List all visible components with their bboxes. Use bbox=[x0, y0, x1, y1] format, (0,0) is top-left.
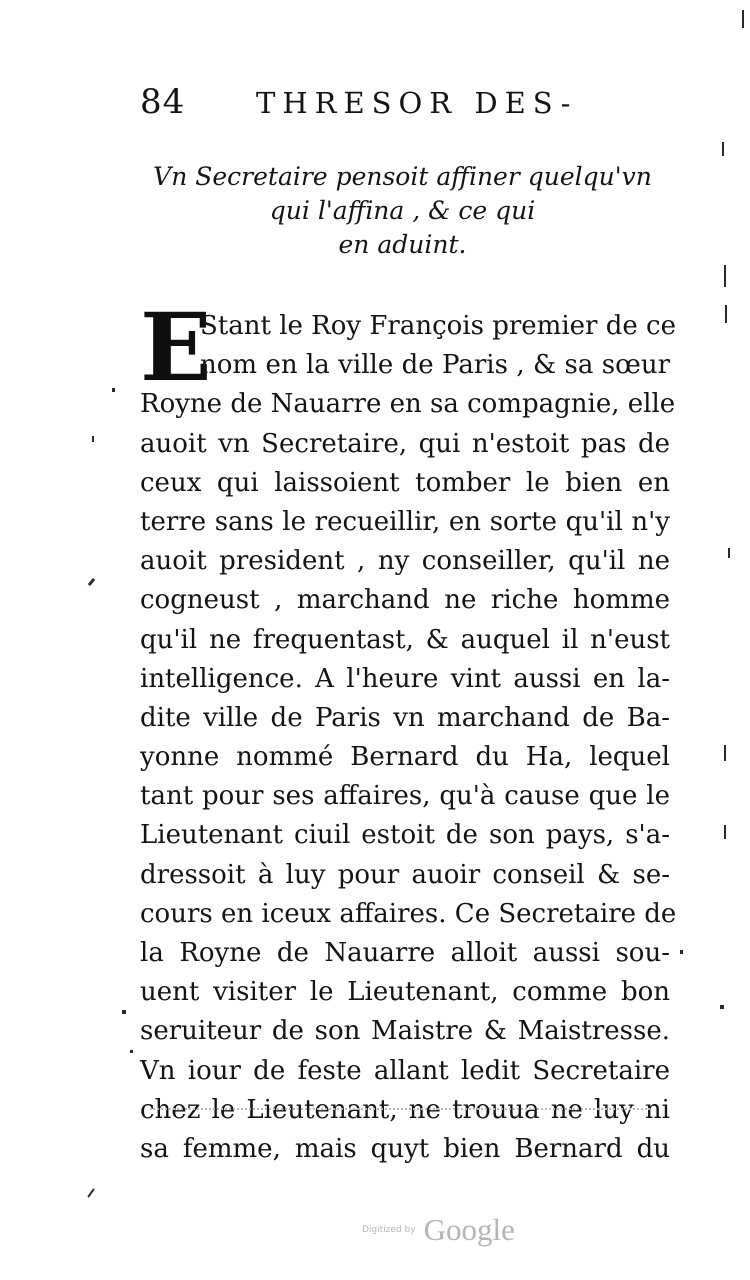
text-line: Vn iour de feste allant ledit Secretaire bbox=[140, 1055, 670, 1086]
page-edge-mark bbox=[725, 305, 727, 323]
text-line: cours en iceux affaires. Ce Secretaire de bbox=[140, 898, 677, 929]
scan-speck bbox=[130, 1050, 133, 1053]
chapter-heading bbox=[140, 160, 665, 262]
text-line: auoit vn Secretaire, qui n'estoit pas de bbox=[140, 428, 670, 459]
chapter-heading-line: en aduint. bbox=[338, 230, 467, 259]
page-number: 84 bbox=[140, 82, 186, 122]
text-line: intelligence. A l'heure vint aussi en la- bbox=[140, 663, 670, 694]
cropped-line-fragment bbox=[150, 1108, 650, 1116]
watermark-small-text: Digitized by bbox=[362, 1225, 416, 1235]
scan-speck bbox=[92, 436, 94, 442]
text-line: sa femme, mais quyt bien Bernard du bbox=[140, 1133, 670, 1164]
text-line: dite ville de Paris vn marchand de Ba- bbox=[140, 702, 670, 733]
scan-speck bbox=[122, 1010, 126, 1014]
text-line: la Royne de Nauarre alloit aussi sou- bbox=[140, 938, 670, 968]
page-edge-mark bbox=[722, 142, 724, 156]
text-line: cogneust , marchand ne riche homme bbox=[140, 585, 670, 616]
text-line: qu'il ne frequentast, & auquel il n'eust bbox=[140, 624, 670, 655]
text-line: seruiteur de son Maistre & Maistresse. bbox=[140, 1016, 670, 1047]
page-edge-mark bbox=[728, 548, 730, 558]
drop-cap: E bbox=[140, 293, 212, 403]
page-edge-mark bbox=[724, 745, 726, 761]
text-line: auoit president , ny conseiller, qu'il ne bbox=[140, 546, 670, 577]
scan-speck bbox=[87, 1188, 94, 1197]
text-line: ceux qui laissoient tomber le bien en bbox=[140, 467, 670, 498]
chapter-heading-line: Vn Secretaire pensoit affiner quelqu'vn bbox=[153, 162, 652, 191]
page-edge-mark bbox=[724, 265, 726, 287]
google-logo: Google bbox=[423, 1212, 515, 1247]
chapter-heading-line: qui l'affina , & ce qui bbox=[269, 196, 536, 225]
text-line: dressoit à luy pour auoir conseil & se- bbox=[140, 859, 670, 890]
body-text bbox=[140, 293, 677, 1169]
text-line: chez le Lieutenant, ne trouua ne luy ni bbox=[140, 1094, 670, 1125]
google-watermark bbox=[362, 1212, 515, 1248]
text-line: Lieutenant ciuil estoit de son pays, s'a- bbox=[140, 820, 670, 851]
page-edge-mark bbox=[724, 825, 726, 839]
page-edge-mark bbox=[742, 10, 744, 28]
text-line: yonne nommé Bernard du Ha, lequel bbox=[140, 742, 670, 773]
scan-speck bbox=[680, 950, 683, 954]
text-line: nom en la ville de Paris , & sa sœur bbox=[200, 350, 670, 381]
text-line: Royne de Nauarre en sa compagnie, elle bbox=[140, 389, 676, 420]
text-line: terre sans le recueillir, en sorte qu'il n'y bbox=[140, 506, 670, 537]
running-head: THRESOR DES- bbox=[256, 86, 578, 120]
scan-speck bbox=[720, 1005, 724, 1009]
scan-speck bbox=[88, 578, 95, 586]
scan-speck bbox=[112, 388, 115, 392]
text-line: uent visiter le Lieutenant, comme bon bbox=[140, 977, 670, 1008]
text-line: Stant le Roy François premier de ce bbox=[200, 311, 676, 341]
text-line: tant pour ses affaires, qu'à cause que le bbox=[140, 781, 670, 812]
